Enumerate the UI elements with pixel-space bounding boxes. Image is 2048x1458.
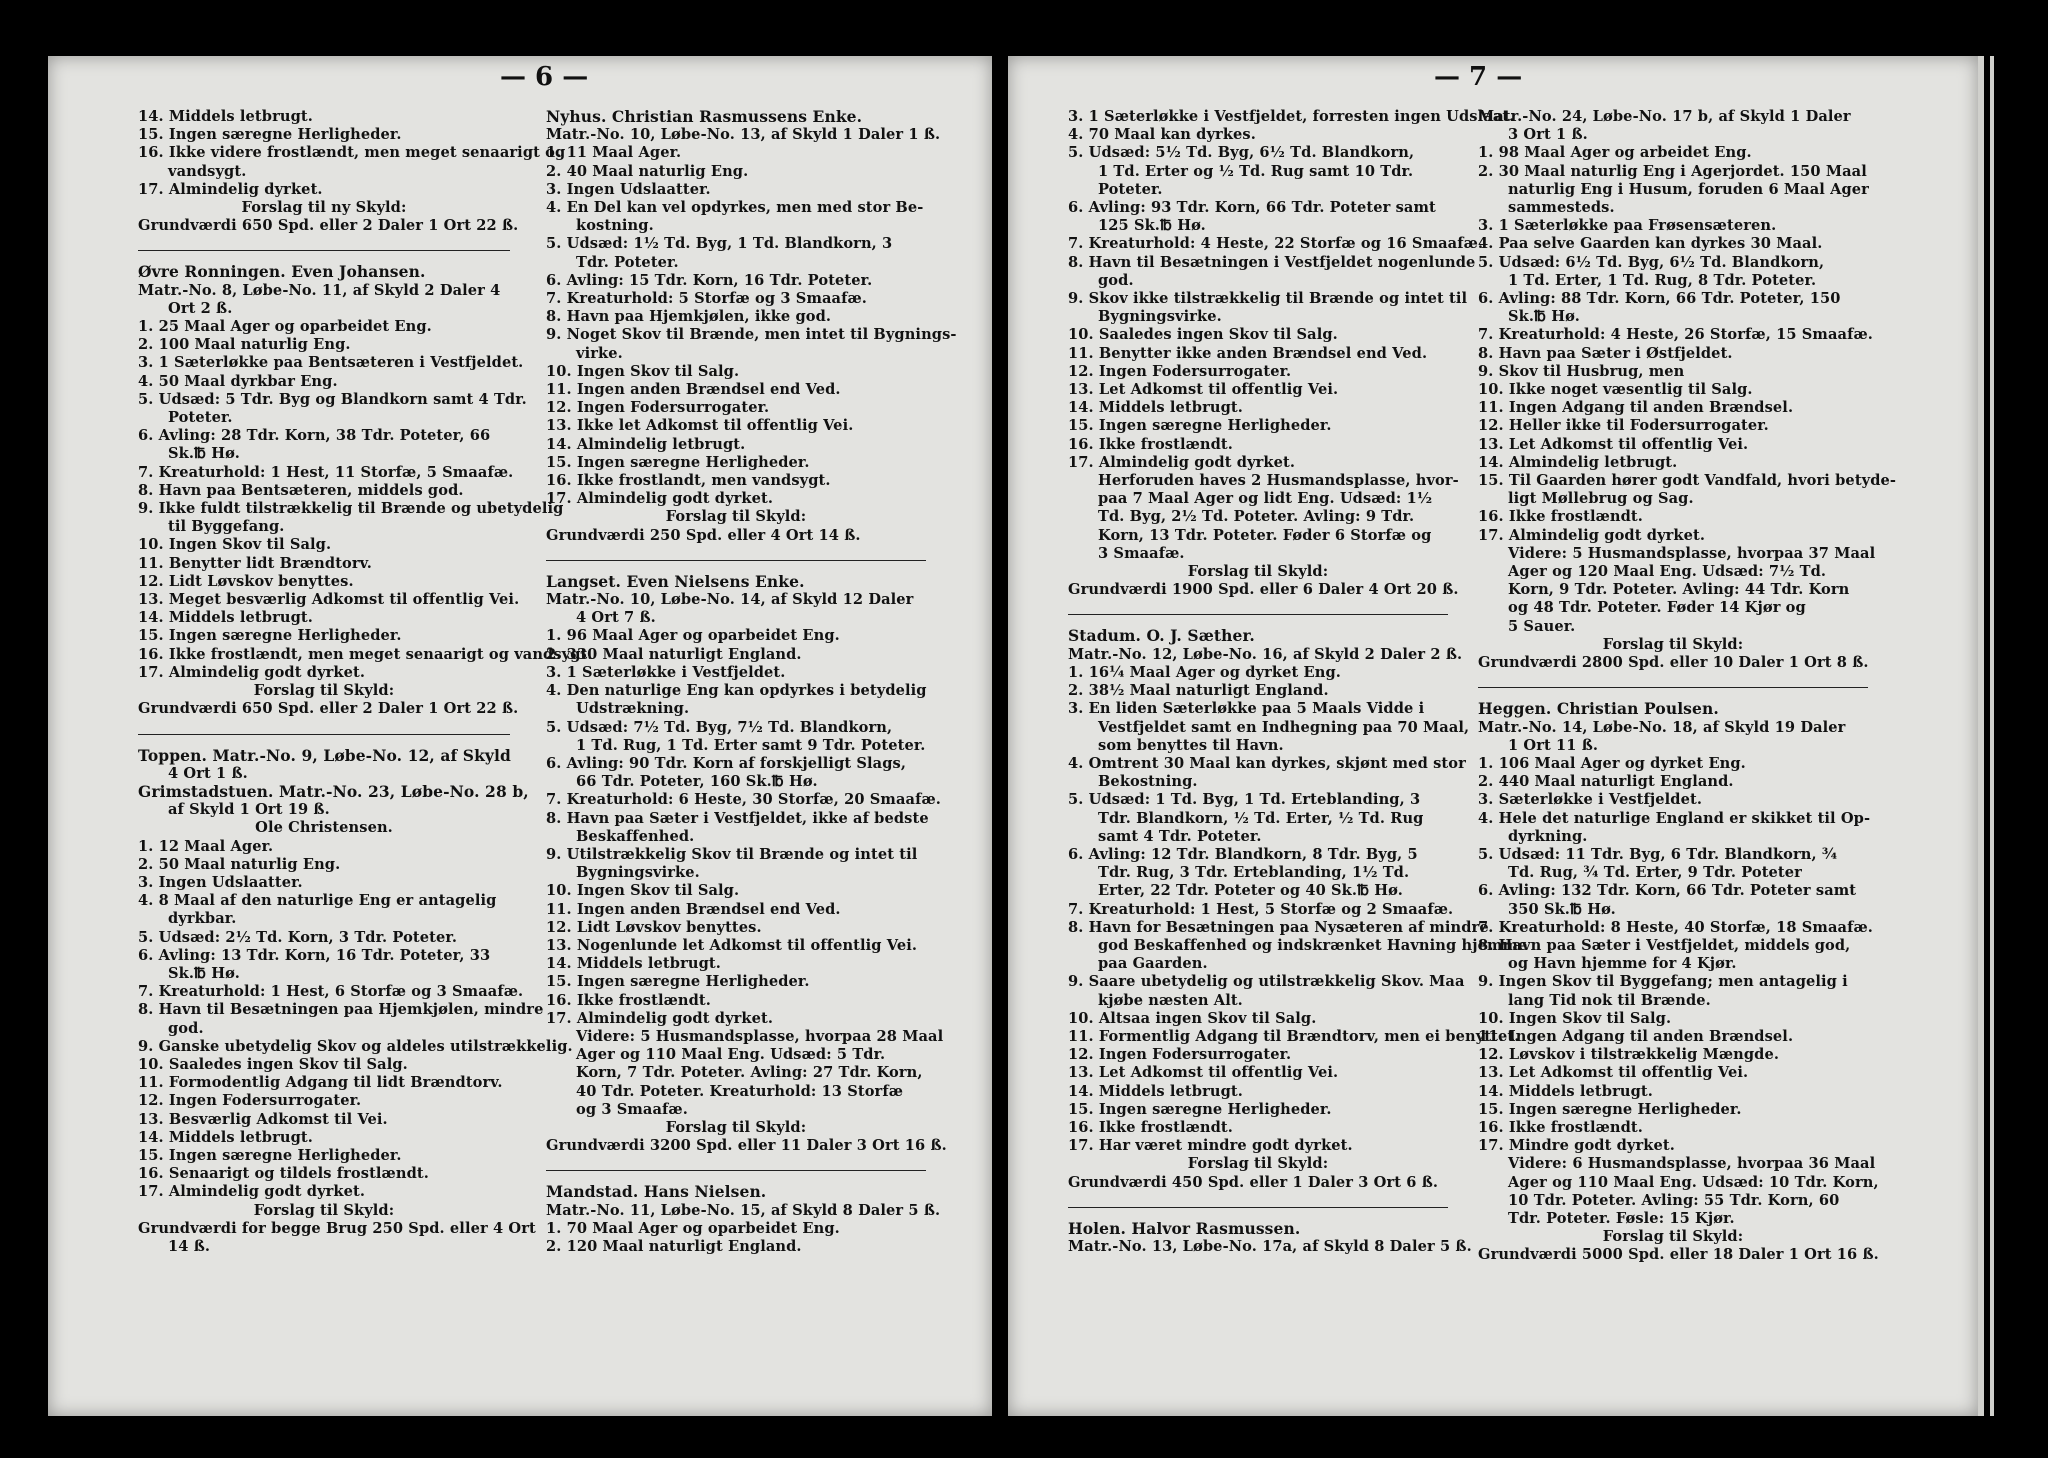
text-line: 9. Ganske ubetydelig Skov og aldeles utilstrækkelig. [138,1037,573,1055]
farm-heading: Holen. Halvor Rasmussen. [1068,1218,1301,1238]
text-line: 13. Nogenlunde let Adkomst til offentlig Vei. [546,936,918,954]
text-line: 5. Udsæd: 2½ Td. Korn, 3 Tdr. Poteter. [138,928,458,946]
text-line: 13. Let Adkomst til offentlig Vei. [1068,381,1339,399]
text-column-2 [546,107,957,1256]
text-line: 16. Ikke videre frostlændt, men meget senaarigt og [138,144,566,162]
text-line: 2. 100 Maal naturlig Eng. [138,336,351,354]
text-line: 2. 330 Maal naturligt England. [546,645,802,663]
text-line: 3 Smaafæ. [1098,544,1185,562]
text-line: 2. 30 Maal naturlig Eng i Agerjordet. 150 Maal [1478,162,1867,180]
text-line: 5. Udsæd: 1 Td. Byg, 1 Td. Erteblanding, 3 [1068,791,1421,809]
text-line: og 48 Tdr. Poteter. Føder 14 Kjør og [1508,599,1806,617]
text-line: 8. Havn til Besætningen i Vestfjeldet nogenlunde [1068,253,1476,271]
text-line: 1. 106 Maal Ager og dyrket Eng. [1478,754,1746,772]
text-line: 66 Tdr. Poteter, 160 Sk.℔ Hø. [576,773,818,791]
text-line: Videre: 6 Husmandsplasse, hvorpaa 36 Maal [1508,1155,1876,1173]
farm-heading: Øvre Ronningen. Even Johansen. [138,262,426,282]
text-line: 16. Ikke frostlandt, men vandsygt. [546,472,831,490]
text-line: sammesteds. [1508,199,1615,217]
text-line: 14. Middels letbrugt. [138,108,313,125]
text-line: Videre: 5 Husmandsplasse, hvorpaa 37 Maal [1508,544,1876,562]
text-line: 8. Havn til Besætningen paa Hjemkjølen, mindre [138,1001,544,1019]
text-line: Poteter. [168,409,233,427]
section-divider [138,734,510,735]
text-line: 12. Ingen Fodersurrogater. [138,1092,362,1110]
text-line: 1 Td. Erter, 1 Td. Rug, 8 Tdr. Poteter. [1508,271,1817,289]
text-line: 8. Havn paa Sæter i Østfjeldet. [1478,344,1733,362]
farm-heading: Heggen. Christian Poulsen. [1478,699,1719,719]
text-line: 8. Havn for Besætningen paa Nysæteren af mindre [1068,918,1489,936]
text-line: 14. Middels letbrugt. [1068,1082,1243,1100]
text-line: 5. Udsæd: 7½ Td. Byg, 7½ Td. Blandkorn, [546,718,893,736]
text-line: Tdr. Poteter. Føsle: 15 Kjør. [1508,1209,1735,1227]
text-line: Matr.-No. 13, Løbe-No. 17a, af Skyld 8 Daler 5 ß. [1068,1237,1472,1255]
text-line: Sk.℔ Hø. [1508,308,1580,326]
text-line: Matr.-No. 14, Løbe-No. 18, af Skyld 19 Daler [1478,718,1846,736]
text-line: 11. Ingen Adgang til anden Brændsel. [1478,1027,1794,1045]
text-line: 16. Ikke frostlændt. [1478,1118,1643,1136]
text-line: 3. Ingen Udslaatter. [138,873,303,891]
text-line: 1. 96 Maal Ager og oparbeidet Eng. [546,627,840,645]
text-line: 12. Lidt Løvskov benyttes. [546,918,762,936]
text-column-1 [138,108,593,1256]
text-line: 6. Avling: 132 Tdr. Korn, 66 Tdr. Poteter samt [1478,882,1857,900]
valuation-line: Grundværdi 250 Spd. eller 4 Ort 14 ß. [546,526,861,544]
text-line: af Skyld 1 Ort 19 ß. [168,801,330,819]
text-line: 17. Mindre godt dyrket. [1478,1137,1675,1155]
text-line: Forslag til Skyld: [665,1118,807,1136]
text-line: 13. Let Adkomst til offentlig Vei. [1478,1064,1749,1082]
valuation-line: Grundværdi 5000 Spd. eller 18 Daler 1 Ort 16 ß. [1478,1246,1879,1264]
text-line: 8. Havn paa Bentsæteren, middels god. [138,481,464,499]
text-line: vandsygt. [168,162,247,180]
text-line: 4. 8 Maal af den naturlige Eng er antagelig [138,892,497,910]
valuation-line: Grundværdi 1900 Spd. eller 6 Daler 4 Ort 20 ß. [1068,581,1459,599]
text-line: 7. Kreaturhold: 1 Hest, 5 Storfæ og 2 Smaafæ. [1068,900,1454,918]
valuation-line: Grundværdi 2800 Spd. eller 10 Daler 1 Ort 8 ß. [1478,654,1869,672]
text-line: 6. Avling: 88 Tdr. Korn, 66 Tdr. Poteter, 150 [1478,290,1841,308]
text-line: dyrkbar. [168,910,237,928]
farm-heading: Langset. Even Nielsens Enke. [546,571,805,591]
text-line: 6. Avling: 15 Tdr. Korn, 16 Tdr. Poteter. [546,271,873,289]
text-line: Forslag til Skyld: [253,1201,395,1219]
text-line: Ager og 110 Maal Eng. Udsæd: 10 Tdr. Korn, [1508,1173,1879,1191]
text-line: 17. Almindelig godt dyrket. [546,1009,774,1027]
text-line: 13. Ikke let Adkomst til offentlig Vei. [546,417,854,435]
text-line: 16. Ikke frostlændt. [1068,1118,1233,1136]
text-line: Matr.-No. 12, Løbe-No. 16, af Skyld 2 Daler 2 ß. [1068,645,1463,663]
text-line: som benyttes til Havn. [1098,736,1284,754]
text-line: 8. Havn paa Sæter i Vestfjeldet, middels god, [1478,936,1851,954]
text-line: 4. En Del kan vel opdyrkes, men med stor Be- [546,199,924,217]
text-line: 11. Ingen anden Brændsel end Ved. [546,900,841,918]
text-line: 13. Let Adkomst til offentlig Vei. [1478,435,1749,453]
text-line: 2. 120 Maal naturligt England. [546,1237,802,1255]
text-line: 3. 1 Sæterløkke paa Frøsensæteren. [1478,217,1777,235]
text-line: 9. Noget Skov til Brænde, men intet til Bygnings- [546,326,957,344]
text-line: Forslag til Skyld: [1187,1155,1329,1173]
text-line: Forslag til Skyld: [1187,563,1329,581]
text-line: 12. Løvskov i tilstrækkelig Mængde. [1478,1046,1780,1064]
text-line: 1. 98 Maal Ager og arbeidet Eng. [1478,144,1752,162]
text-line: 12. Ingen Fodersurrogater. [1068,1046,1292,1064]
text-line: og Havn hjemme for 4 Kjør. [1508,955,1737,973]
text-line: 1. 16¼ Maal Ager og dyrket Eng. [1068,663,1341,681]
text-line: 10 Tdr. Poteter. Avling: 55 Tdr. Korn, 60 [1508,1191,1840,1209]
text-line: 17. Almindelig godt dyrket. [1068,453,1296,471]
text-line: 14. Middels letbrugt. [546,955,721,973]
text-line: 15. Ingen særegne Herligheder. [138,126,402,144]
text-line: 15. Ingen særegne Herligheder. [138,627,402,645]
text-line: Bygningsvirke. [576,864,700,882]
text-line: kjøbe næsten Alt. [1098,991,1243,1009]
farm-heading: Mandstad. Hans Nielsen. [546,1182,767,1202]
text-line: paa Gaarden. [1098,955,1208,973]
text-line: Udstrækning. [576,700,690,718]
text-line: 6. Avling: 13 Tdr. Korn, 16 Tdr. Poteter, 33 [138,946,491,964]
page-edge [1990,56,1994,1416]
text-line: 1. 12 Maal Ager. [138,837,274,855]
text-line: 8. Havn paa Sæter i Vestfjeldet, ikke af bedste [546,809,929,827]
text-line: Forslag til ny Skyld: [241,199,407,217]
text-line: kostning. [576,217,654,235]
text-line: 2. 40 Maal naturlig Eng. [546,162,749,180]
text-line: 16. Ikke frostlændt. [1478,508,1643,526]
text-line: 4. Den naturlige Eng kan opdyrkes i betydelig [546,682,927,700]
text-line: 10. Altsaa ingen Skov til Salg. [1068,1009,1317,1027]
text-line: naturlig Eng i Husum, foruden 6 Maal Ager [1508,180,1869,198]
text-line: 11. Ingen Adgang til anden Brændsel. [1478,399,1794,417]
section-divider [546,1170,926,1171]
valuation-line: Grundværdi 650 Spd. eller 2 Daler 1 Ort 22 ß. [138,700,519,718]
text-line: 3. 1 Sæterløkke i Vestfjeldet. [546,663,786,681]
text-line: 3. 1 Sæterløkke paa Bentsæteren i Vestfjeldet. [138,354,524,372]
text-line: 4. 50 Maal dyrkbar Eng. [138,372,338,390]
text-line: god. [168,1019,204,1037]
text-line: 9. Skov ikke tilstrækkelig til Brænde og intet til [1068,290,1468,308]
text-line: Ole Christensen. [255,819,393,837]
text-line: 1 Ort 11 ß. [1508,736,1599,754]
text-line: dyrkning. [1508,827,1588,845]
page-edge [1978,56,1984,1416]
text-line: 17. Almindelig godt dyrket. [138,663,366,681]
text-line: 15. Ingen særegne Herligheder. [546,973,810,991]
section-divider [1068,614,1448,615]
text-line: 12. Heller ikke til Fodersurrogater. [1478,417,1769,435]
text-line: 6. Avling: 90 Tdr. Korn af forskjelligt Slags, [546,754,907,772]
text-line: 10. Saaledes ingen Skov til Salg. [138,1055,408,1073]
text-line: paa 7 Maal Ager og lidt Eng. Udsæd: 1½ [1098,490,1433,508]
text-line: 2. 440 Maal naturligt England. [1478,773,1734,791]
text-column-3 [1068,108,1528,1256]
text-line: Tdr. Poteter. [576,253,679,271]
text-line: 2. 38½ Maal naturligt England. [1068,682,1329,700]
text-line: 1. 25 Maal Ager og oparbeidet Eng. [138,318,432,336]
text-line: 10. Ingen Skov til Salg. [1478,1009,1672,1027]
section-divider [1478,687,1868,688]
text-line: 7. Kreaturhold: 1 Hest, 6 Storfæ og 3 Smaafæ. [138,983,524,1001]
section-divider [1068,1207,1448,1208]
text-line: 4. 70 Maal kan dyrkes. [1068,126,1256,144]
text-column-4 [1478,108,1897,1265]
text-line: 3. En liden Sæterløkke paa 5 Maals Vidde i [1068,700,1425,718]
text-line: 16. Ikke frostlændt, men meget senaarigt og vandsygt. [138,645,593,663]
valuation-line: Grundværdi 650 Spd. eller 2 Daler 1 Ort 22 ß. [138,217,519,235]
text-line: god. [1098,271,1134,289]
text-line: 14. Middels letbrugt. [1478,1082,1653,1100]
text-line: 9. Skov til Husbrug, men [1478,362,1685,380]
text-line: 7. Kreaturhold: 4 Heste, 26 Storfæ, 15 Smaafæ. [1478,326,1873,344]
text-line: 8. Havn paa Hjemkjølen, ikke god. [546,308,832,326]
text-line: 4 Ort 7 ß. [576,609,656,627]
farm-heading: Nyhus. Christian Rasmussens Enke. [546,107,863,126]
farm-heading: Grimstadstuen. Matr.-No. 23, Løbe-No. 28 b, [138,781,529,801]
text-line: 14. Middels letbrugt. [138,609,313,627]
text-line: 16. Senaarigt og tildels frostlændt. [138,1165,429,1183]
text-line: 14. Almindelig letbrugt. [1478,453,1678,471]
page-number-right: — 7 — [1434,62,1523,92]
text-line: 11. Benytter ikke anden Brændsel end Ved. [1068,344,1428,362]
text-line: Matr.-No. 10, Løbe-No. 14, af Skyld 12 Daler [546,591,914,609]
text-line: Herforuden haves 2 Husmandsplasse, hvor- [1098,472,1459,490]
text-line: 11. Ingen anden Brændsel end Ved. [546,381,841,399]
text-line: 7. Kreaturhold: 8 Heste, 40 Storfæ, 18 Smaafæ. [1478,918,1873,936]
text-line: 9. Utilstrækkelig Skov til Brænde og intet til [546,845,918,863]
text-line: Matr.-No. 10, Løbe-No. 13, af Skyld 1 Daler 1 ß. [546,126,941,144]
text-line: Beskaffenhed. [576,827,695,845]
text-line: Vestfjeldet samt en Indhegning paa 70 Maal, [1098,718,1470,736]
text-line: Sk.℔ Hø. [168,964,240,982]
text-line: Erter, 22 Tdr. Poteter og 40 Sk.℔ Hø. [1098,882,1403,900]
text-line: 1. 70 Maal Ager og oparbeidet Eng. [546,1219,840,1237]
text-line: 4 Ort 1 ß. [168,764,248,782]
text-line: samt 4 Tdr. Poteter. [1098,827,1262,845]
text-line: 15. Til Gaarden hører godt Vandfald, hvori betyde- [1478,472,1897,490]
text-line: 17. Almindelig dyrket. [138,180,323,198]
valuation-line: Grundværdi for begge Brug 250 Spd. eller 4 Ort [138,1219,536,1237]
text-line: Ager og 110 Maal Eng. Udsæd: 5 Tdr. [576,1046,886,1064]
text-line: Forslag til Skyld: [253,682,395,700]
text-line: 1. 11 Maal Ager. [546,144,682,162]
text-line: Forslag til Skyld: [1602,635,1744,653]
text-line: Tdr. Blandkorn, ½ Td. Erter, ½ Td. Rug [1098,809,1424,827]
text-line: 10. Ikke noget væsentlig til Salg. [1478,381,1753,399]
text-line: lang Tid nok til Brænde. [1508,991,1711,1009]
text-line: 14. Almindelig letbrugt. [546,435,746,453]
text-line: god Beskaffenhed og indskrænket Havning hjemme [1098,936,1528,954]
text-line: 7. Kreaturhold: 6 Heste, 30 Storfæ, 20 Smaafæ. [546,791,941,809]
text-line: 3 Ort 1 ß. [1508,126,1588,144]
section-divider [138,250,510,251]
text-line: Videre: 5 Husmandsplasse, hvorpaa 28 Maal [576,1027,944,1045]
text-line: 10. Ingen Skov til Salg. [546,882,740,900]
valuation-line: Grundværdi 450 Spd. eller 1 Daler 3 Ort 6 ß. [1068,1173,1439,1191]
text-line: 9. Ingen Skov til Byggefang; men antagelig i [1478,973,1848,991]
text-line: Bekostning. [1098,773,1198,791]
text-line: Forslag til Skyld: [1602,1228,1744,1246]
farm-heading: Stadum. O. J. Sæther. [1068,626,1255,646]
text-line: 14 ß. [168,1237,211,1255]
text-line: 16. Ikke frostlændt. [546,991,711,1009]
text-line: 13. Meget besværlig Adkomst til offentlig Vei. [138,591,520,609]
text-line: 9. Ikke fuldt tilstrækkelig til Brænde og ubetydelig [138,500,564,518]
text-line: 12. Ingen Fodersurrogater. [1068,362,1292,380]
text-line: 12. Lidt Løvskov benyttes. [138,572,354,590]
text-line: Ort 2 ß. [168,299,233,317]
text-line: Ager og 120 Maal Eng. Udsæd: 7½ Td. [1508,563,1827,581]
text-line: ligt Møllebrug og Sag. [1508,490,1694,508]
text-line: 15. Ingen særegne Herligheder. [138,1146,402,1164]
text-line: Matr.-No. 24, Løbe-No. 17 b, af Skyld 1 Daler [1478,108,1851,125]
text-line: 5 Sauer. [1508,617,1576,635]
text-line: 6. Avling: 93 Tdr. Korn, 66 Tdr. Poteter samt [1068,199,1436,217]
text-line: virke. [576,344,623,362]
text-line: 11. Benytter lidt Brændtorv. [138,554,372,572]
text-line: 6. Avling: 28 Tdr. Korn, 38 Tdr. Poteter, 66 [138,427,491,445]
text-line: 13. Let Adkomst til offentlig Vei. [1068,1064,1339,1082]
text-line: 7. Kreaturhold: 5 Storfæ og 3 Smaafæ. [546,290,867,308]
text-line: 15. Ingen særegne Herligheder. [1478,1100,1742,1118]
valuation-line: Grundværdi 3200 Spd. eller 11 Daler 3 Ort 16 ß. [546,1137,947,1155]
text-line: 125 Sk.℔ Hø. [1098,217,1206,235]
text-line: 17. Almindelig godt dyrket. [138,1183,366,1201]
text-line: 10. Ingen Skov til Salg. [138,536,332,554]
text-line: 11. Formentlig Adgang til Brændtorv, men ei benyttet. [1068,1027,1520,1045]
text-line: Korn, 13 Tdr. Poteter. Føder 6 Storfæ og [1098,526,1432,544]
text-line: 40 Tdr. Poteter. Kreaturhold: 13 Storfæ [576,1082,904,1100]
text-line: Sk.℔ Hø. [168,445,240,463]
text-line: 350 Sk.℔ Hø. [1508,900,1616,918]
text-line: Forslag til Skyld: [665,508,807,526]
text-line: 17. Almindelig godt dyrket. [546,490,774,508]
text-line: Poteter. [1098,180,1163,198]
text-line: 3. Sæterløkke i Vestfjeldet. [1478,791,1703,809]
page-number-left: — 6 — [500,62,589,92]
text-line: 5. Udsæd: 1½ Td. Byg, 1 Td. Blandkorn, 3 [546,235,893,253]
text-line: Matr.-No. 8, Løbe-No. 11, af Skyld 2 Daler 4 [138,281,501,299]
text-line: Td. Rug, ¾ Td. Erter, 9 Tdr. Poteter [1508,864,1802,882]
text-line: 1 Td. Erter og ½ Td. Rug samt 10 Tdr. [1098,162,1414,180]
farm-heading: Toppen. Matr.-No. 9, Løbe-No. 12, af Skyld [138,745,511,765]
text-line: 13. Besværlig Adkomst til Vei. [138,1110,388,1128]
text-line: 4. Paa selve Gaarden kan dyrkes 30 Maal. [1478,235,1823,253]
text-line: 17. Har været mindre godt dyrket. [1068,1137,1353,1155]
text-line: til Byggefang. [168,518,285,536]
text-line: 2. 50 Maal naturlig Eng. [138,855,341,873]
section-divider [546,560,926,561]
text-line: 4. Omtrent 30 Maal kan dyrkes, skjønt med stor [1068,754,1466,772]
text-line: Tdr. Rug, 3 Tdr. Erteblanding, 1½ Td. [1098,864,1410,882]
text-line: 10. Saaledes ingen Skov til Salg. [1068,326,1338,344]
text-line: 6. Avling: 12 Tdr. Blandkorn, 8 Tdr. Byg, 5 [1068,845,1418,863]
text-line: 5. Udsæd: 6½ Td. Byg, 6½ Td. Blandkorn, [1478,253,1825,271]
text-line: 11. Formodentlig Adgang til lidt Brændtorv. [138,1074,503,1092]
text-line: Korn, 9 Tdr. Poteter. Avling: 44 Tdr. Korn [1508,581,1850,599]
text-line: 5. Udsæd: 5½ Td. Byg, 6½ Td. Blandkorn, [1068,144,1415,162]
text-line: og 3 Smaafæ. [576,1100,688,1118]
text-line: Td. Byg, 2½ Td. Poteter. Avling: 9 Tdr. [1098,508,1415,526]
text-line: 7. Kreaturhold: 4 Heste, 22 Storfæ og 16 Smaafæ. [1068,235,1484,253]
text-line: Matr.-No. 11, Løbe-No. 15, af Skyld 8 Daler 5 ß. [546,1201,941,1219]
text-line: 16. Ikke frostlændt. [1068,435,1233,453]
text-line: 4. Hele det naturlige England er skikket til Op- [1478,809,1871,827]
text-line: 12. Ingen Fodersurrogater. [546,399,770,417]
text-line: 15. Ingen særegne Herligheder. [1068,417,1332,435]
text-line: 1 Td. Rug, 1 Td. Erter samt 9 Tdr. Poteter. [576,736,926,754]
text-line: 5. Udsæd: 11 Tdr. Byg, 6 Tdr. Blandkorn, ¾ [1478,845,1838,863]
text-line: 3. Ingen Udslaatter. [546,180,711,198]
text-line: 14. Middels letbrugt. [1068,399,1243,417]
text-line: Korn, 7 Tdr. Poteter. Avling: 27 Tdr. Korn, [576,1064,923,1082]
text-line: 7. Kreaturhold: 1 Hest, 11 Storfæ, 5 Smaafæ. [138,463,514,481]
text-line: 5. Udsæd: 5 Tdr. Byg og Blandkorn samt 4 Tdr. [138,390,527,408]
text-line: 10. Ingen Skov til Salg. [546,362,740,380]
text-line: 9. Saare ubetydelig og utilstrækkelig Skov. Maa [1068,973,1465,991]
text-line: 17. Almindelig godt dyrket. [1478,526,1706,544]
text-line: 3. 1 Sæterløkke i Vestfjeldet, forresten ingen Udslaat. [1068,108,1515,125]
text-line: 15. Ingen særegne Herligheder. [1068,1100,1332,1118]
text-line: 14. Middels letbrugt. [138,1128,313,1146]
text-line: 15. Ingen særegne Herligheder. [546,453,810,471]
text-line: Bygningsvirke. [1098,308,1222,326]
